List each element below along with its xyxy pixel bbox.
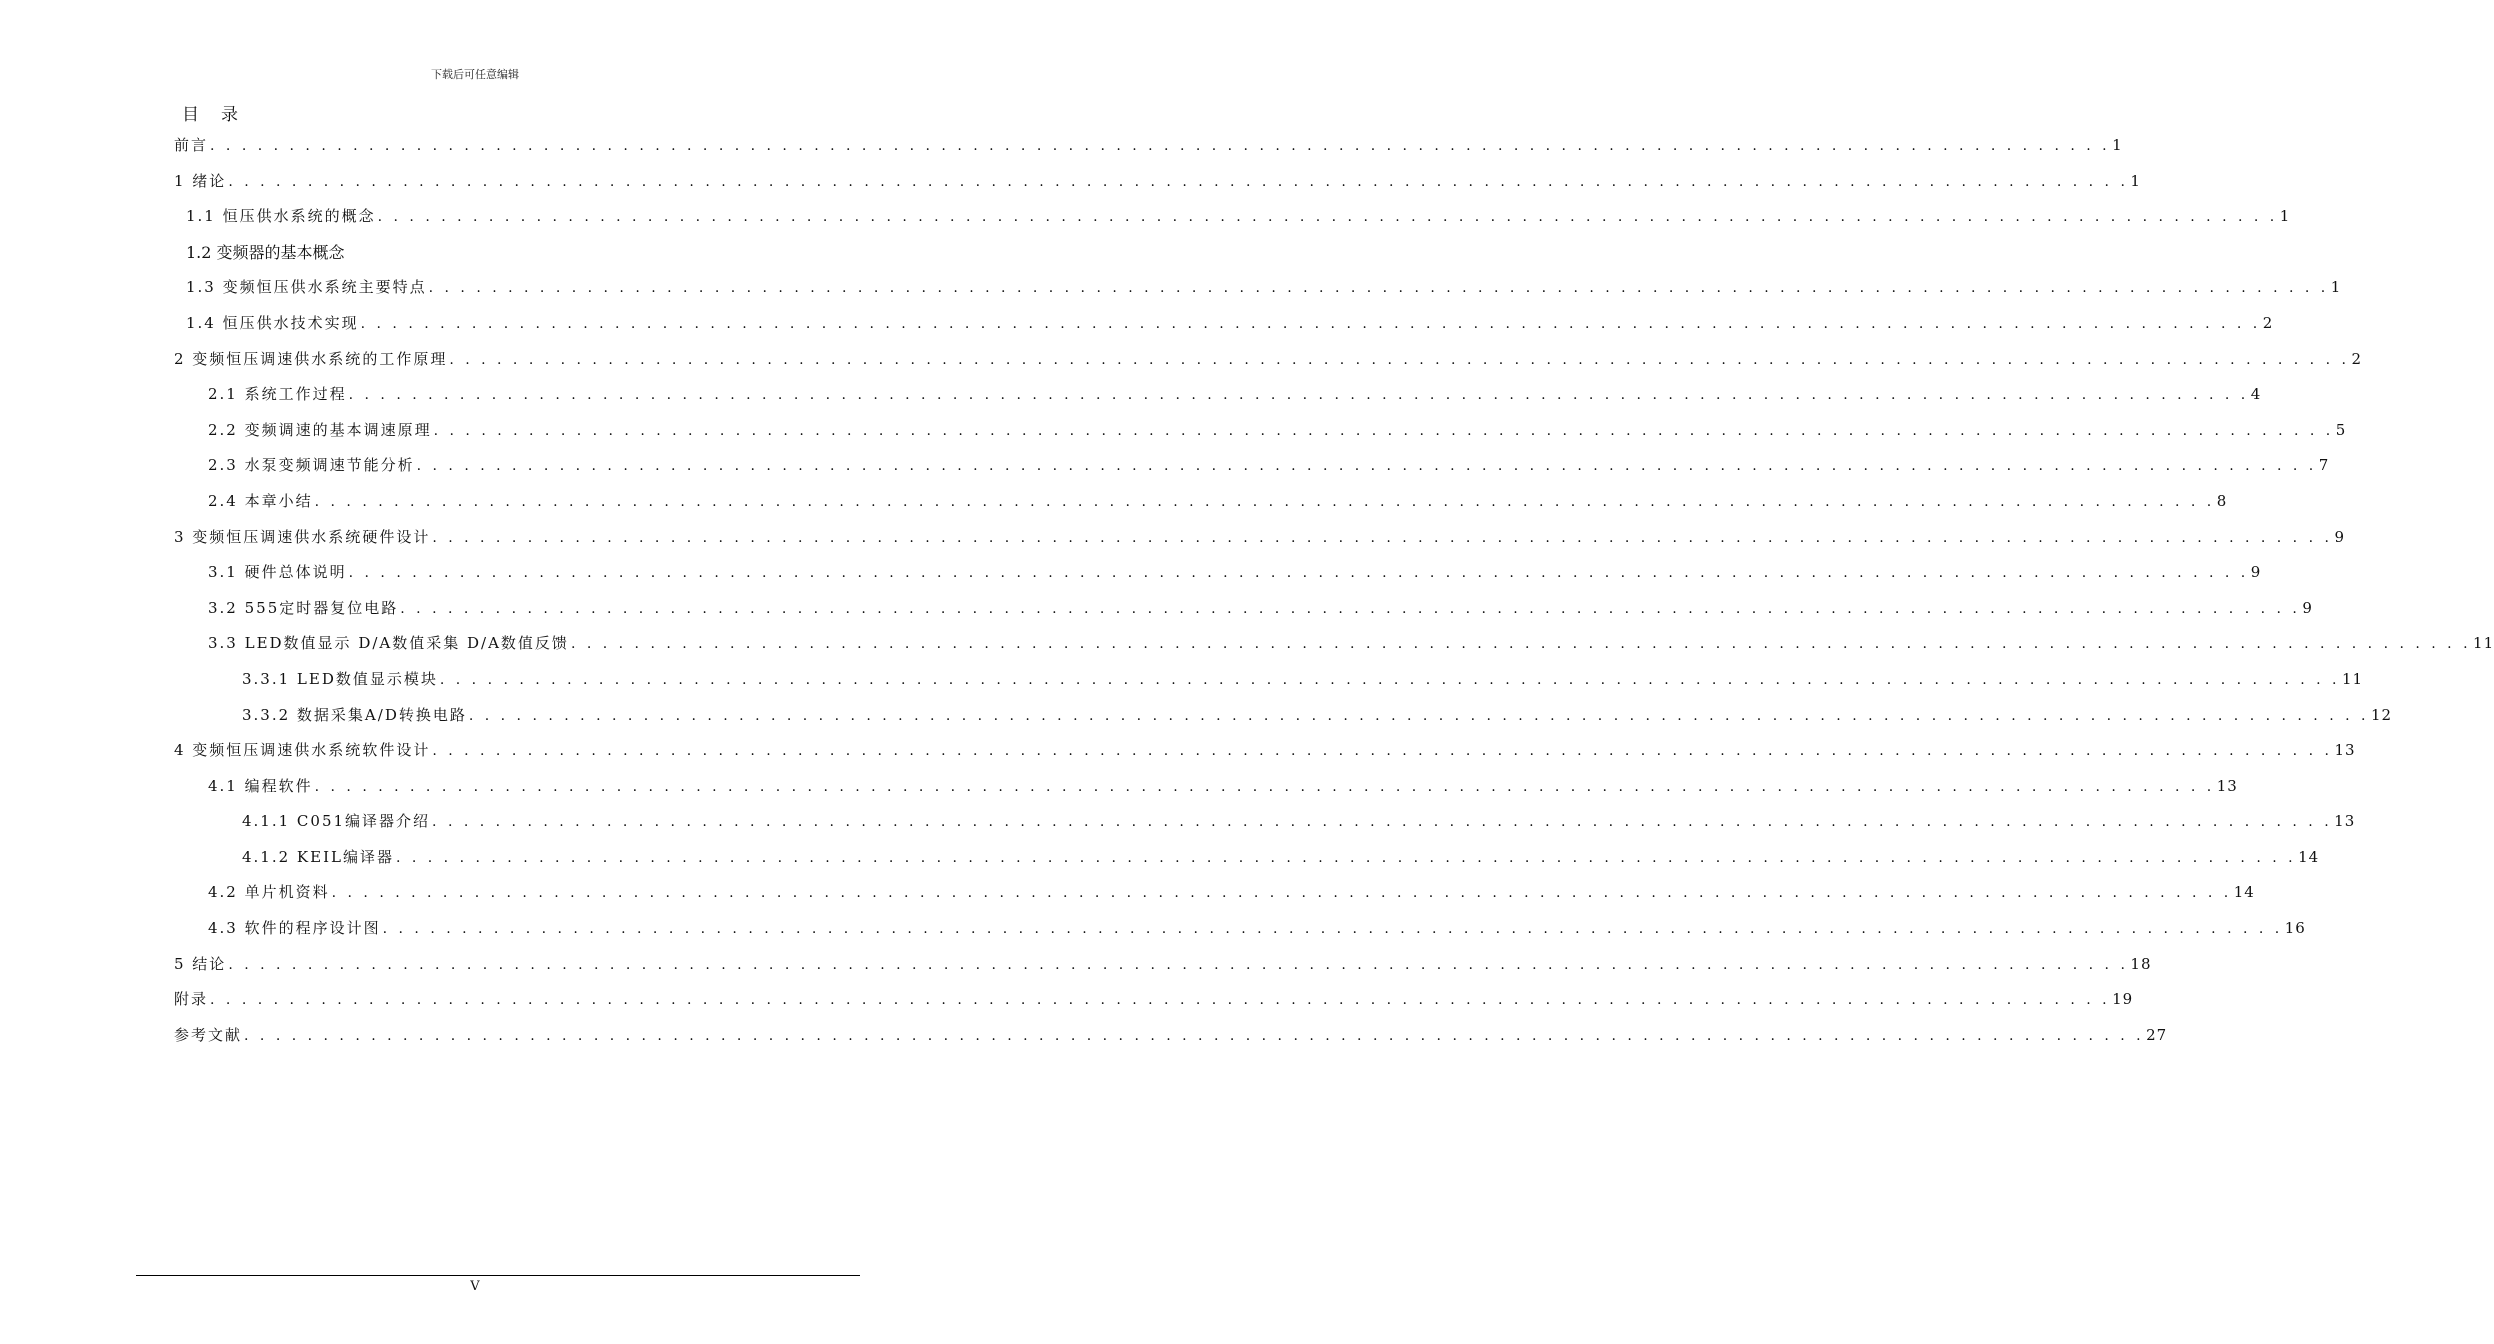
toc-page-number: 19 <box>2112 990 2134 1009</box>
toc-entry[interactable] <box>174 377 2262 413</box>
toc-entry-text: 4.1 编程软件 <box>208 776 313 795</box>
toc-dot-leader: . . . . . . . . . . . . . . . . . . . . . . . . . . . . . . . . . . . . . . . . . . . . . . . . . . . . . . . . . . . . . . . . . . . . . . . . . . . . . . . . . . . . . . . . . . . . . . . . . . . . . . . . . . . . . . . . . . . . . . . . <box>400 600 2301 617</box>
toc-entry-text: 2 变频恒压调速供水系统的工作原理 <box>174 349 448 368</box>
toc-page-number: 14 <box>2298 847 2320 866</box>
toc-dot-leader: . . . . . . . . . . . . . . . . . . . . . . . . . . . . . . . . . . . . . . . . . . . . . . . . . . . . . . . . . . . . . . . . . . . . . . . . . . . . . . . . . . . . . . . . . . . . . . . . . . . . . . . . . . . . . . . . . . . . . . . . <box>210 992 2111 1009</box>
toc-entry-text: 2.2 变频调速的基本调速原理 <box>208 420 432 439</box>
toc-dot-leader: . . . . . . . . . . . . . . . . . . . . . . . . . . . . . . . . . . . . . . . . . . . . . . . . . . . . . . . . . . . . . . . . . . . . . . . . . . . . . . . . . . . . . . . . . . . . . . . . . . . . . . . . . . . . . . . . . . . . . . . . <box>210 138 2111 154</box>
toc-dot-leader: . . . . . . . . . . . . . . . . . . . . . . . . . . . . . . . . . . . . . . . . . . . . . . . . . . . . . . . . . . . . . . . . . . . . . . . . . . . . . . . . . . . . . . . . . . . . . . . . . . . . . . . . . . . . . . . . . . . . . . . . <box>348 565 2249 582</box>
toc-dot-leader: . . . . . . . . . . . . . . . . . . . . . . . . . . . . . . . . . . . . . . . . . . . . . . . . . . . . . . . . . . . . . . . . . . . . . . . . . . . . . . . . . . . . . . . . . . . . . . . . . . . . . . . . . . . . . . . . . . . . . . . . <box>432 814 2333 831</box>
toc-entry[interactable] <box>174 413 2347 449</box>
toc-entry-text: 前言 <box>174 136 209 154</box>
toc-page-number: 16 <box>2284 919 2306 938</box>
toc-page-number: 13 <box>2334 812 2356 831</box>
toc-page-number: 2 <box>2262 313 2274 332</box>
toc-entry[interactable] <box>174 128 2123 164</box>
toc-dot-leader: . . . . . . . . . . . . . . . . . . . . . . . . . . . . . . . . . . . . . . . . . . . . . . . . . . . . . . . . . . . . . . . . . . . . . . . . . . . . . . . . . . . . . . . . . . . . . . . . . . . . . . . . . . . . . . . . . . . . . . . . <box>416 458 2317 475</box>
toc-dot-leader: . . . . . . . . . . . . . . . . . . . . . . . . . . . . . . . . . . . . . . . . . . . . . . . . . . . . . . . . . . . . . . . . . . . . . . . . . . . . . . . . . . . . . . . . . . . . . . . . . . . . . . . . . . . . . . . . . . . . . . . . <box>468 707 2369 724</box>
toc-entry-text: 附录 <box>174 990 209 1009</box>
toc-page-number: 4 <box>2250 385 2262 404</box>
toc-page-number: 2 <box>2351 349 2362 368</box>
toc-dot-leader: . . . . . . . . . . . . . . . . . . . . . . . . . . . . . . . . . . . . . . . . . . . . . . . . . . . . . . . . . . . . . . . . . . . . . . . . . . . . . . . . . . . . . . . . . . . . . . . . . . . . . . . . . . . . . . . . . . . . . . . . <box>439 671 2340 688</box>
toc-page-number: 14 <box>2233 883 2255 902</box>
toc-entry[interactable] <box>174 804 2356 840</box>
toc-entry[interactable] <box>174 164 2141 200</box>
toc-entry[interactable] <box>174 911 2306 947</box>
toc-page-number: 11 <box>2473 634 2494 653</box>
toc-entry-text: 1.1 恒压供水系统的概念 <box>186 207 376 226</box>
toc-dot-leader: . . . . . . . . . . . . . . . . . . . . . . . . . . . . . . . . . . . . . . . . . . . . . . . . . . . . . . . . . . . . . . . . . . . . . . . . . . . . . . . . . . . . . . . . . . . . . . . . . . . . . . . . . . . . . . . . . . . . . . . . <box>395 849 2297 866</box>
toc-entry-text: 4.3 软件的程序设计图 <box>208 919 381 938</box>
toc-title: 目录 <box>182 105 260 125</box>
header-note: 下载后可任意编辑 <box>431 68 519 81</box>
toc-entry-text: 2.3 水泵变频调速节能分析 <box>208 456 415 475</box>
toc-dot-leader: . . . . . . . . . . . . . . . . . . . . . . . . . . . . . . . . . . . . . . . . . . . . . . . . . . . . . . . . . . . . . . . . . . . . . . . . . . . . . . . . . . . . . . . . . . . . . . . . . . . . . . . . . . . . . . . . . . . . . . . . <box>228 956 2129 973</box>
toc-entry-text: 1.2 变频器的基本概念 <box>186 242 345 262</box>
toc-page-number: 13 <box>2334 741 2356 760</box>
toc-dot-leader: . . . . . . . . . . . . . . . . . . . . . . . . . . . . . . . . . . . . . . . . . . . . . . . . . . . . . . . . . . . . . . . . . . . . . . . . . . . . . . . . . . . . . . . . . . . . . . . . . . . . . . . . . . . . . . . . . . . . . . . . <box>432 529 2333 546</box>
toc-entry-text: 参考文献 <box>174 1025 243 1044</box>
toc-page-number: 1 <box>2279 207 2291 226</box>
toc-dot-leader: . . . . . . . . . . . . . . . . . . . . . . . . . . . . . . . . . . . . . . . . . . . . . . . . . . . . . . . . . . . . . . . . . . . . . . . . . . . . . . . . . . . . . . . . . . . . . . . . . . . . . . . . . . . . . . . . . . . . . . . . <box>432 743 2333 760</box>
page-number: V <box>470 1279 480 1294</box>
toc-entry-text: 2.1 系统工作过程 <box>208 385 347 404</box>
toc-entry[interactable] <box>174 448 2330 484</box>
toc-entry-text: 4 变频恒压调速供水系统软件设计 <box>174 741 431 760</box>
toc-page-number: 1 <box>2330 278 2342 297</box>
toc-entry[interactable] <box>174 270 2342 306</box>
toc-entry[interactable] <box>174 875 2255 911</box>
toc-entry-text: 4.2 单片机资料 <box>208 883 330 902</box>
toc-page-number: 12 <box>2370 705 2393 724</box>
toc-dot-leader: . . . . . . . . . . . . . . . . . . . . . . . . . . . . . . . . . . . . . . . . . . . . . . . . . . . . . . . . . . . . . . . . . . . . . . . . . . . . . . . . . . . . . . . . . . . . . . . . . . . . . . . . . . . . . . . . . . . . . . . . <box>570 636 2472 653</box>
toc-entry[interactable] <box>174 947 2152 983</box>
toc-entry-text: 3.3.2 数据采集A/D转换电路 <box>242 705 467 724</box>
toc-dot-leader: . . . . . . . . . . . . . . . . . . . . . . . . . . . . . . . . . . . . . . . . . . . . . . . . . . . . . . . . . . . . . . . . . . . . . . . . . . . . . . . . . . . . . . . . . . . . . . . . . . . . . . . . . . . . . . . . . . . . . . . . <box>244 1027 2145 1044</box>
toc-page-number: 18 <box>2130 954 2152 973</box>
toc-page-number: 27 <box>2146 1025 2168 1044</box>
toc-entry-text: 3.1 硬件总体说明 <box>208 563 347 582</box>
toc-page-number: 11 <box>2341 669 2364 688</box>
toc-entry[interactable] <box>174 733 2356 769</box>
toc-entry-text: 1.3 变频恒压供水系统主要特点 <box>186 278 427 297</box>
toc-entry[interactable] <box>174 199 2291 235</box>
toc-page-number: 9 <box>2334 527 2345 546</box>
toc-entry-text: 3 变频恒压调速供水系统硬件设计 <box>174 527 431 546</box>
toc-dot-leader: . . . . . . . . . . . . . . . . . . . . . . . . . . . . . . . . . . . . . . . . . . . . . . . . . . . . . . . . . . . . . . . . . . . . . . . . . . . . . . . . . . . . . . . . . . . . . . . . . . . . . . . . . . . . . . . . . . . . . . . . <box>449 351 2350 368</box>
toc-entry[interactable] <box>174 626 2494 662</box>
toc-dot-leader: . . . . . . . . . . . . . . . . . . . . . . . . . . . . . . . . . . . . . . . . . . . . . . . . . . . . . . . . . . . . . . . . . . . . . . . . . . . . . . . . . . . . . . . . . . . . . . . . . . . . . . . . . . . . . . . . . . . . . . . . <box>433 422 2334 439</box>
toc-entry[interactable] <box>174 520 2345 556</box>
toc-dot-leader: . . . . . . . . . . . . . . . . . . . . . . . . . . . . . . . . . . . . . . . . . . . . . . . . . . . . . . . . . . . . . . . . . . . . . . . . . . . . . . . . . . . . . . . . . . . . . . . . . . . . . . . . . . . . . . . . . . . . . . . . <box>348 387 2249 404</box>
toc-entry[interactable] <box>174 484 2228 520</box>
toc-page-number: 5 <box>2335 420 2347 439</box>
toc-entry[interactable] <box>174 982 2134 1018</box>
toc-page-number: 1 <box>2130 171 2141 190</box>
toc-entry-text: 3.3 LED数值显示 D/A数值采集 D/A数值反馈 <box>208 634 569 653</box>
toc-entry[interactable] <box>174 662 2364 698</box>
toc-entry-text: 4.1.1 C051编译器介绍 <box>242 812 431 831</box>
toc-entry[interactable] <box>174 769 2238 805</box>
toc-dot-leader: . . . . . . . . . . . . . . . . . . . . . . . . . . . . . . . . . . . . . . . . . . . . . . . . . . . . . . . . . . . . . . . . . . . . . . . . . . . . . . . . . . . . . . . . . . . . . . . . . . . . . . . . . . . . . . . . . . . . . . . . <box>314 778 2215 795</box>
toc-dot-leader: . . . . . . . . . . . . . . . . . . . . . . . . . . . . . . . . . . . . . . . . . . . . . . . . . . . . . . . . . . . . . . . . . . . . . . . . . . . . . . . . . . . . . . . . . . . . . . . . . . . . . . . . . . . . . . . . . . . . . . . . <box>314 493 2215 510</box>
toc-page-number: 7 <box>2318 456 2330 475</box>
toc-entry-text: 5 结论 <box>174 954 227 973</box>
table-of-contents <box>174 128 2494 1053</box>
toc-dot-leader: . . . . . . . . . . . . . . . . . . . . . . . . . . . . . . . . . . . . . . . . . . . . . . . . . . . . . . . . . . . . . . . . . . . . . . . . . . . . . . . . . . . . . . . . . . . . . . . . . . . . . . . . . . . . . . . . . . . . . . . . <box>377 209 2278 226</box>
toc-dot-leader: . . . . . . . . . . . . . . . . . . . . . . . . . . . . . . . . . . . . . . . . . . . . . . . . . . . . . . . . . . . . . . . . . . . . . . . . . . . . . . . . . . . . . . . . . . . . . . . . . . . . . . . . . . . . . . . . . . . . . . . . <box>331 885 2232 902</box>
toc-entry-text: 1 绪论 <box>174 171 227 190</box>
toc-entry-text: 2.4 本章小结 <box>208 491 313 510</box>
footer-divider <box>136 1275 860 1276</box>
toc-page-number: 13 <box>2216 776 2238 795</box>
toc-entry-text: 3.3.1 LED数值显示模块 <box>242 669 438 688</box>
toc-entry-text: 3.2 555定时器复位电路 <box>208 598 399 617</box>
toc-entry[interactable] <box>174 306 2274 342</box>
toc-page-number: 1 <box>2112 136 2123 154</box>
toc-page-number: 8 <box>2216 491 2228 510</box>
toc-entry[interactable] <box>174 342 2362 378</box>
toc-dot-leader: . . . . . . . . . . . . . . . . . . . . . . . . . . . . . . . . . . . . . . . . . . . . . . . . . . . . . . . . . . . . . . . . . . . . . . . . . . . . . . . . . . . . . . . . . . . . . . . . . . . . . . . . . . . . . . . . . . . . . . . . <box>360 315 2261 332</box>
toc-entry[interactable] <box>174 555 2262 591</box>
toc-entry-text: 1.4 恒压供水技术实现 <box>186 313 359 332</box>
toc-dot-leader: . . . . . . . . . . . . . . . . . . . . . . . . . . . . . . . . . . . . . . . . . . . . . . . . . . . . . . . . . . . . . . . . . . . . . . . . . . . . . . . . . . . . . . . . . . . . . . . . . . . . . . . . . . . . . . . . . . . . . . . . <box>428 280 2329 297</box>
toc-page-number: 9 <box>2250 563 2262 582</box>
toc-entry[interactable] <box>174 840 2320 876</box>
toc-entry-text: 4.1.2 KEIL编译器 <box>242 847 394 866</box>
toc-entry[interactable] <box>174 698 2393 734</box>
toc-entry[interactable] <box>174 1018 2168 1054</box>
toc-dot-leader: . . . . . . . . . . . . . . . . . . . . . . . . . . . . . . . . . . . . . . . . . . . . . . . . . . . . . . . . . . . . . . . . . . . . . . . . . . . . . . . . . . . . . . . . . . . . . . . . . . . . . . . . . . . . . . . . . . . . . . . . <box>228 173 2129 190</box>
toc-page-number: 9 <box>2302 598 2313 617</box>
toc-entry[interactable] <box>174 591 2313 627</box>
toc-entry[interactable] <box>174 235 860 271</box>
toc-dot-leader: . . . . . . . . . . . . . . . . . . . . . . . . . . . . . . . . . . . . . . . . . . . . . . . . . . . . . . . . . . . . . . . . . . . . . . . . . . . . . . . . . . . . . . . . . . . . . . . . . . . . . . . . . . . . . . . . . . . . . . . . <box>382 921 2283 938</box>
